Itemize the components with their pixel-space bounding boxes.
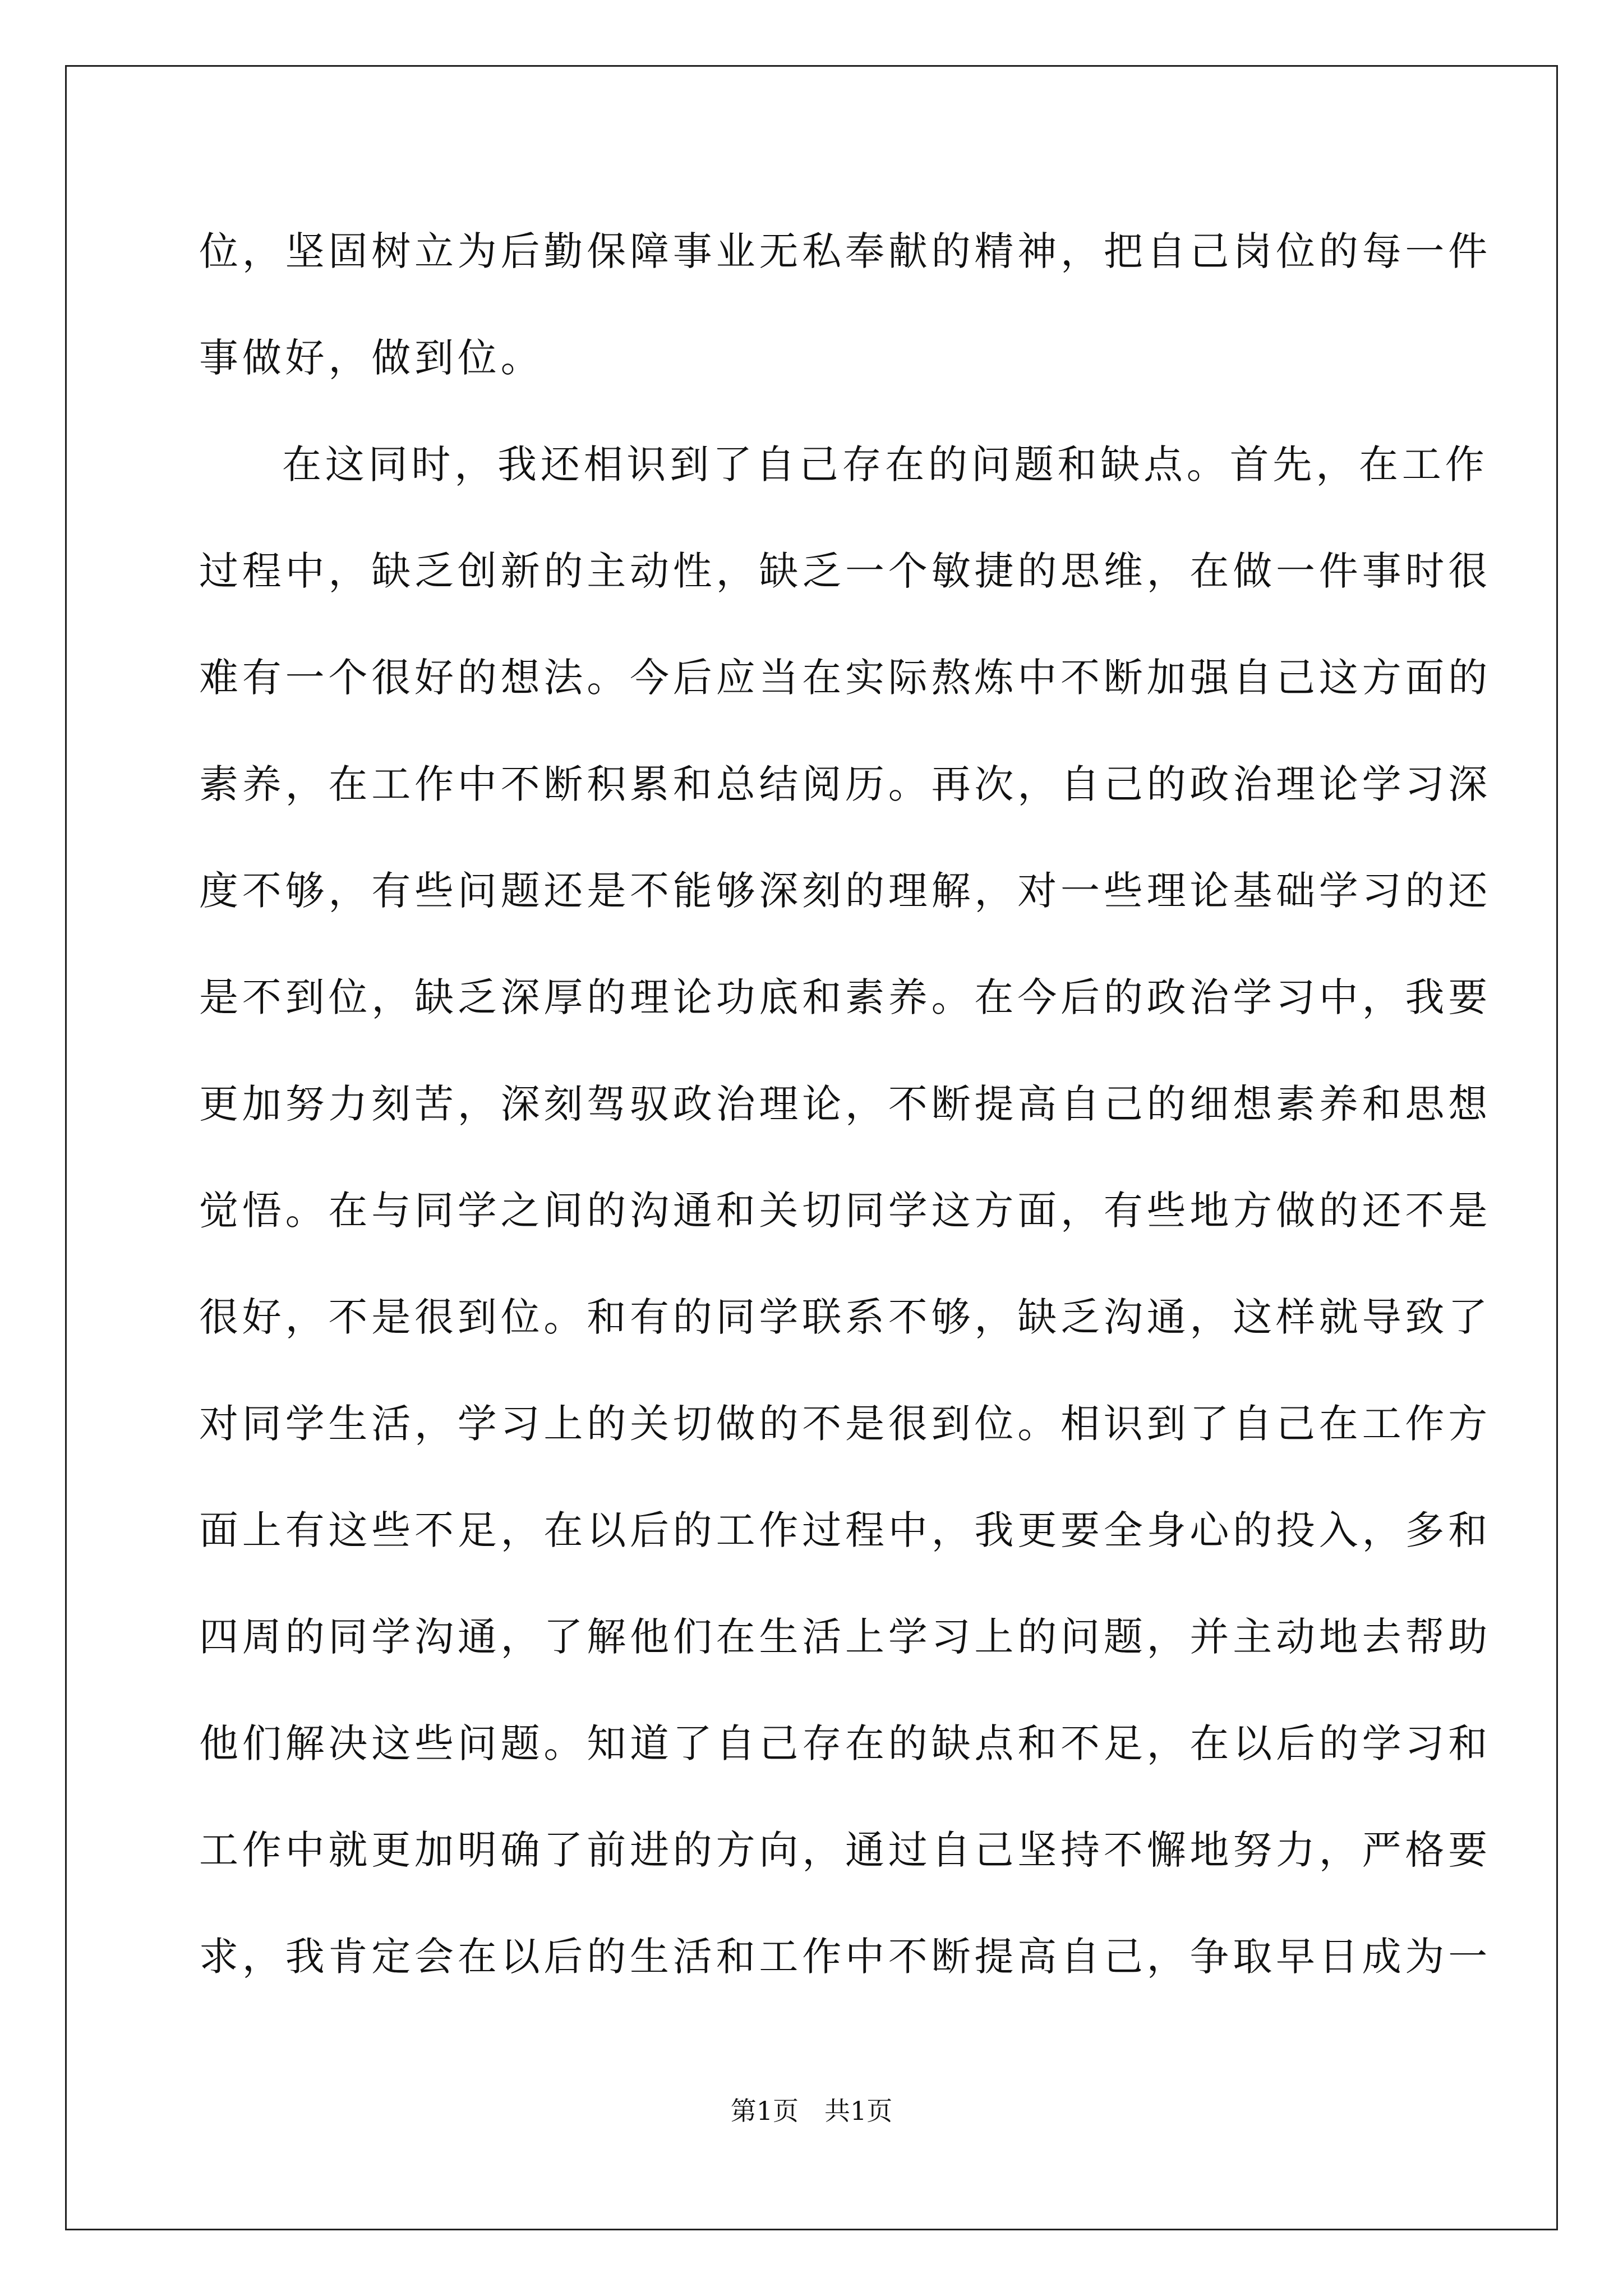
text-line: 素养，在工作中不断积累和总结阅历。再次，自己的政治理论学习深 [199,761,1491,807]
text-line: 求，我肯定会在以后的生活和工作中不断提高自己，争取早日成为一 [199,1934,1491,1980]
text-line: 位，坚固树立为后勤保障事业无私奉献的精神，把自己岗位的每一件 [199,228,1491,274]
text-line: 觉悟。在与同学之间的沟通和关切同学这方面，有些地方做的还不是 [199,1188,1491,1234]
text-line: 难有一个很好的想法。今后应当在实际熬炼中不断加强自己这方面的 [199,655,1491,701]
page-number-footer: 第1页 共1页 [730,2096,893,2126]
text-line: 他们解决这些问题。知道了自己存在的缺点和不足，在以后的学习和 [199,1720,1491,1766]
document-body [199,223,1491,2035]
text-line: 是不到位，缺乏深厚的理论功底和素养。在今后的政治学习中，我要 [199,974,1491,1020]
text-line: 过程中，缺乏创新的主动性，缺乏一个敏捷的思维，在做一件事时很 [199,548,1491,594]
text-line: 很好，不是很到位。和有的同学联系不够，缺乏沟通，这样就导致了 [199,1294,1491,1340]
text-line: 面上有这些不足，在以后的工作过程中，我更要全身心的投入，多和 [199,1507,1491,1553]
paragraph-start-line: 在这同时，我还相识到了自己存在的问题和缺点。首先，在工作 [282,441,1488,487]
text-line: 更加努力刻苦，深刻驾驭政治理论，不断提高自己的细想素养和思想 [199,1081,1491,1127]
text-line: 对同学生活，学习上的关切做的不是很到位。相识到了自己在工作方 [199,1401,1491,1447]
text-line: 事做好，做到位。 [199,335,544,381]
text-line: 四周的同学沟通，了解他们在生活上学习上的问题，并主动地去帮助 [199,1614,1491,1660]
text-line: 度不够，有些问题还是不能够深刻的理解，对一些理论基础学习的还 [199,868,1491,914]
text-line: 工作中就更加明确了前进的方向，通过自己坚持不懈地努力，严格要 [199,1827,1491,1873]
